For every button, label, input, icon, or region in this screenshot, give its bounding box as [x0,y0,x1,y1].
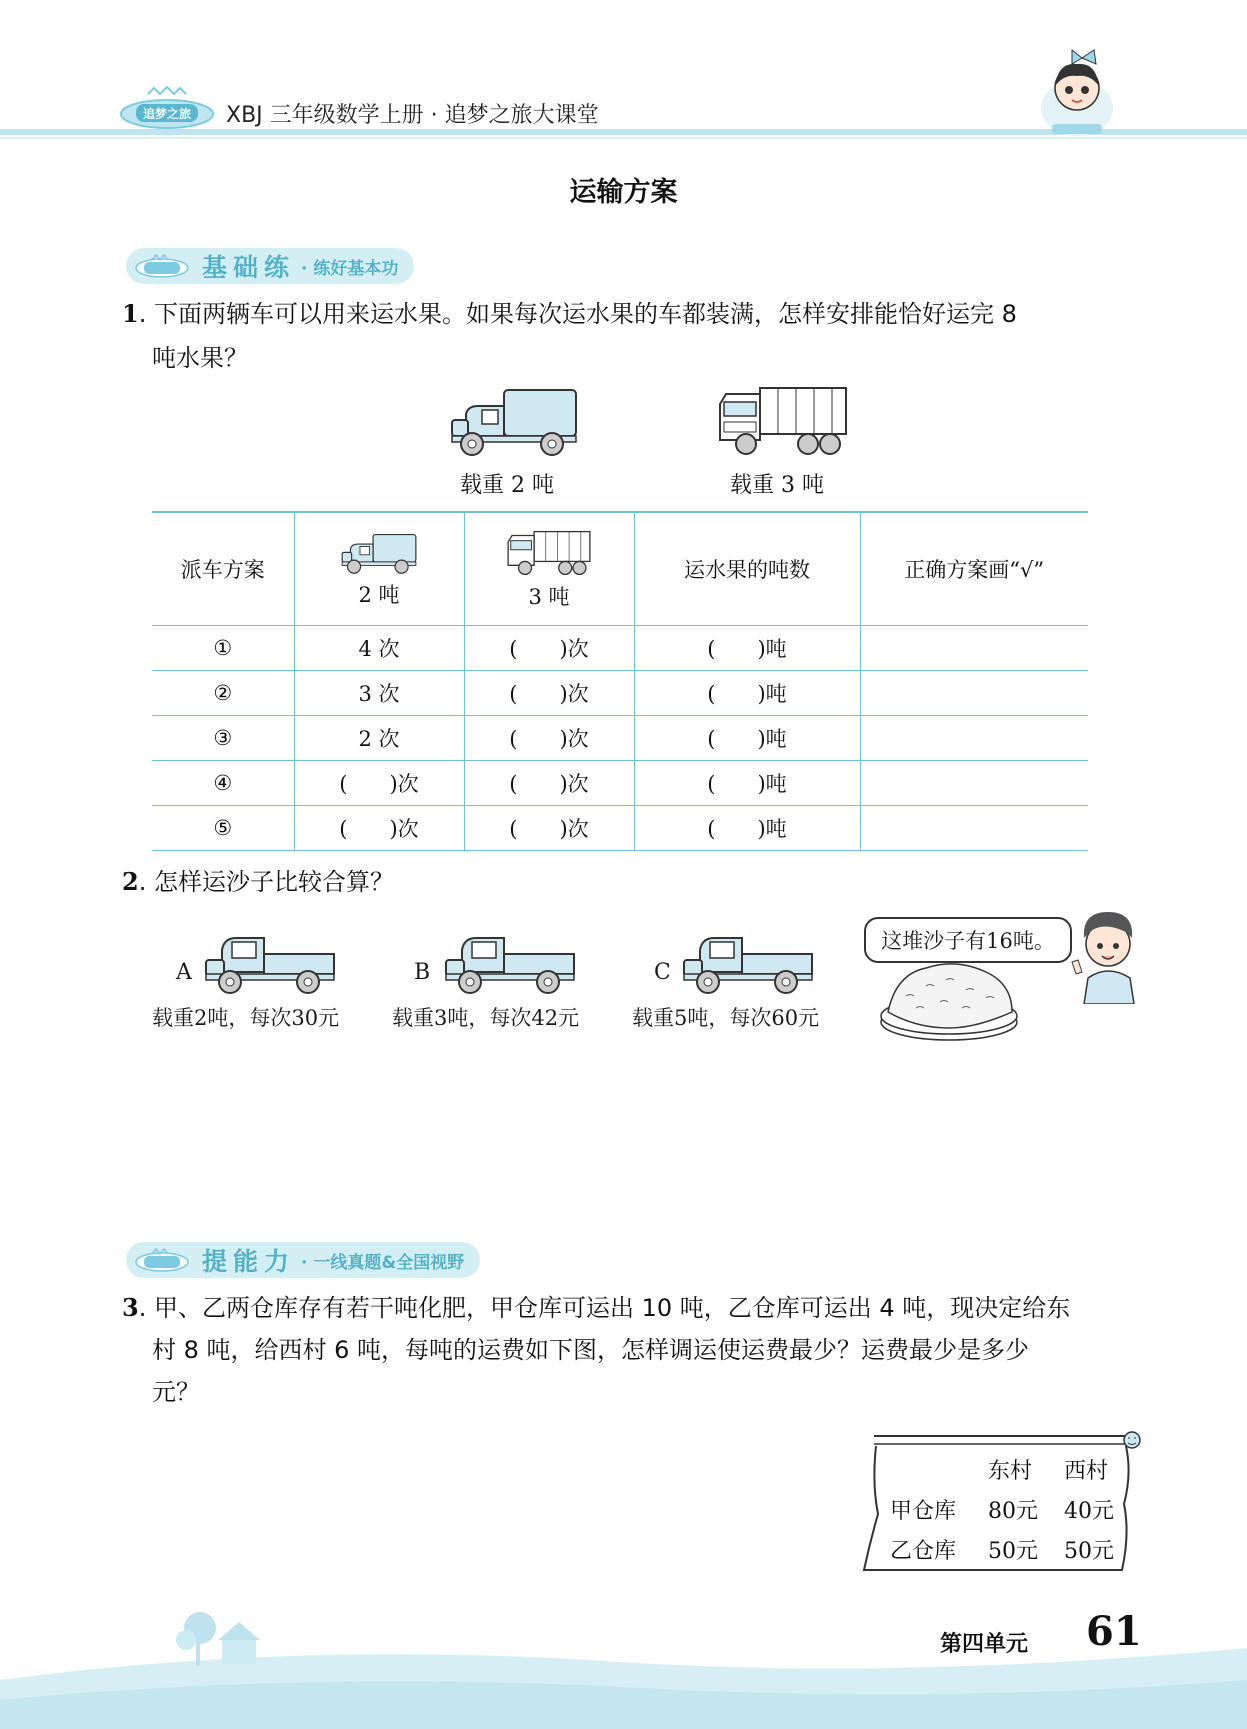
question-number: 3 [122,1293,139,1322]
table-header-big-truck [464,512,634,626]
truck-a-caption: 载重2吨，每次30元 [152,1006,340,1030]
freight-col-east: 东村 [988,1459,1033,1484]
brand-badge-icon [134,254,190,278]
big-truck-caption: 载重 3 吨 [730,473,824,498]
fruit-tons[interactable]: ( )吨 [634,806,860,851]
freight-row-name: 乙仓库 [890,1539,957,1564]
freight-cell: 50元 [988,1539,1038,1564]
footer-wave [0,1600,1247,1729]
small-truck-trips: 2 次 [294,716,464,761]
table-row [152,761,1088,806]
girl-mascot-icon [1038,48,1116,138]
section-tag-main: 提能力 [202,1247,296,1276]
small-truck-caption: 载重 2 吨 [460,473,554,498]
pickup-truck-c-icon [680,932,818,996]
question-text: . 甲、乙两仓库存有若干吨化肥，甲仓库可运出 10 吨，乙仓库可运出 4 吨，现决定给东 [138,1294,1071,1322]
plan-number: ① [152,626,294,671]
plan-number: ② [152,671,294,716]
big-truck-load: 3 吨 [528,585,570,609]
table-row [152,806,1088,851]
table-header-small-truck [294,512,464,626]
section-tag-sub: · 一线真题&全国视野 [301,1252,465,1273]
fruit-tons[interactable]: ( )吨 [634,761,860,806]
boy-icon [1070,908,1144,1004]
truck-c-caption: 载重5吨，每次60元 [632,1006,820,1030]
table-header-tons: 运水果的吨数 [634,512,860,626]
pickup-truck-b-icon [442,932,580,996]
pickup-truck-a-icon [202,932,340,996]
page-number: 61 [1086,1608,1142,1655]
question-text: . 怎样运沙子比较合算？ [138,868,394,896]
unit-label: 第四单元 [940,1632,1029,1657]
small-truck-trips[interactable]: ( )次 [294,761,464,806]
check-cell[interactable] [860,716,1088,761]
freight-row-name: 甲仓库 [890,1499,957,1524]
section-tag-basic [126,248,414,284]
big-truck-trips[interactable]: ( )次 [464,761,634,806]
speech-bubble: 这堆沙子有16吨。 [864,917,1072,963]
question-number: 2 [122,867,139,896]
truck-a-label: A [176,960,192,985]
fruit-tons[interactable]: ( )吨 [634,671,860,716]
plan-number: ④ [152,761,294,806]
big-truck-trips[interactable]: ( )次 [464,806,634,851]
book-title: XBJ 三年级数学上册 · 追梦之旅大课堂 [226,103,599,128]
table-row [152,671,1088,716]
table-header-plan: 派车方案 [152,512,294,626]
question-3-line3: 元？ [152,1378,200,1406]
big-truck-trips[interactable]: ( )次 [464,626,634,671]
question-text: . 下面两辆车可以用来运水果。如果每次运水果的车都装满，怎样安排能恰好运完 8 [138,300,1017,328]
small-truck-icon [448,384,580,458]
plan-number: ③ [152,716,294,761]
small-truck-trips: 4 次 [294,626,464,671]
table-header-check: 正确方案画“√” [860,512,1088,626]
question-number: 1 [122,299,139,328]
dispatch-plan-table [152,511,1088,851]
question-2 [122,862,394,902]
question-3-line1 [122,1288,1070,1328]
section-tag-sub: · 练好基本功 [301,258,399,279]
brand-badge-icon [134,1248,190,1272]
big-truck-trips[interactable]: ( )次 [464,671,634,716]
freight-cell: 80元 [988,1499,1038,1524]
page-title: 运输方案 [569,177,678,208]
small-truck-trips: 3 次 [294,671,464,716]
check-cell[interactable] [860,671,1088,716]
brand-logo-text: 追梦之旅 [142,107,192,121]
sand-pile-icon [876,956,1022,1044]
table-header-row [152,512,1088,626]
check-cell[interactable] [860,626,1088,671]
truck-c-label: C [654,960,671,985]
section-tag-main: 基础练 [202,253,296,282]
small-truck-trips[interactable]: ( )次 [294,806,464,851]
freight-cell: 50元 [1064,1539,1114,1564]
section-tag-advanced [126,1242,480,1278]
table-row [152,626,1088,671]
fruit-tons[interactable]: ( )吨 [634,626,860,671]
small-truck-load: 2 吨 [358,583,400,607]
truck-b-label: B [414,960,431,985]
big-truck-icon [716,384,850,458]
freight-col-west: 西村 [1064,1459,1109,1484]
check-cell[interactable] [860,761,1088,806]
table-row [152,716,1088,761]
fruit-tons[interactable]: ( )吨 [634,716,860,761]
small-truck-icon [331,531,427,575]
question-1-line2: 吨水果？ [152,344,248,372]
big-truck-trips[interactable]: ( )次 [464,716,634,761]
check-cell[interactable] [860,806,1088,851]
truck-b-caption: 载重3吨，每次42元 [392,1006,580,1030]
freight-cell: 40元 [1064,1499,1114,1524]
big-truck-icon [501,529,597,577]
question-3-line2: 村 8 吨，给西村 6 吨，每吨的运费如下图，怎样调运使运费最少？运费最少是多少 [152,1336,1030,1364]
question-1-line1 [122,294,1017,334]
plan-number: ⑤ [152,806,294,851]
brand-logo [118,86,216,130]
